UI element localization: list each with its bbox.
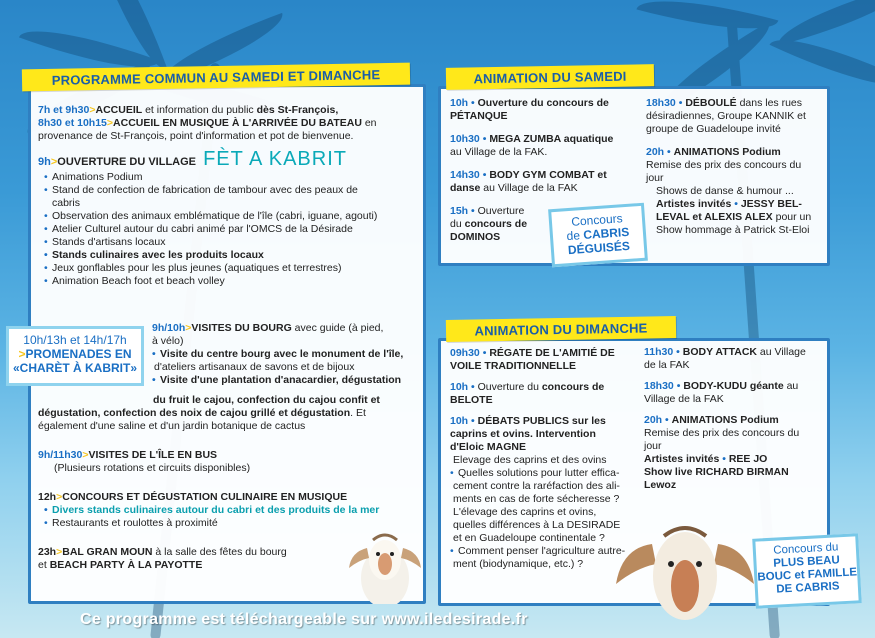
bourg-visits-continued: du fruit le cajou, confection du cajou confit et dégustation, confection des noix de cajou grillé et dégustation. Et également d'une saline et d'un jardin botanique de cactus 9h/11h30>VISITES DE L'ÎLE EN BUS (Plusieurs rotations et circuits disponibles) 12h>CONCOURS ET DÉGUSTATION CULINAIRE EN MUSIQUE • Divers stands culinaires autour du cabri et des produits de la mer • Restaurants et roulottes à proximité 23h>BAL GRAN MOUN à la salle des fêtes du bourg et BEACH PARTY À LA PAYOTTE [38, 394, 423, 572]
time-accueil: 7h et 9h30 [38, 104, 90, 116]
goat-head-illustration [612, 524, 758, 628]
sunday-title: ANIMATION DU DIMANCHE [446, 316, 676, 342]
cabris-deguises-callout: Concours de CABRIS DÉGUISÉS [548, 203, 648, 268]
sunday-right-column: 11h30 • BODY ATTACK au Village de la FAK 18h30 • BODY-KUDU géante au Village de la FAK 20h • ANIMATIONS Podium Remise des prix des concours du jour Artistes invités • REE JO Show live RICHARD BIRMAN Lewoz [644, 346, 806, 491]
sunday-left-column: 09h30 • RÉGATE DE L'AMITIÉ DE VOILE TRADITIONNELLE 10h • Ouverture du concours de BELOTE 10h • DÉBATS PUBLICS sur les caprins et ovins. Intervention d'Eloic MAGNE Elevage des caprins et des ovins • Quelles solutions pour lutter effica- cement contre la raréfaction des ali- ments en cas de forte sécheresse ? L'élevage des caprins et ovins, quelles différences à La DESIRADE et en Guadeloupe continentale ? • Comment penser l'agriculture autre- ment (biodynamique, etc.) ? [450, 347, 646, 571]
fet-a-kabrit-logo: FÈT A KABRIT [203, 148, 347, 170]
village-item: • Animation Beach foot et beach volley [44, 275, 423, 288]
bourg-visits: 9h/10h>VISITES DU BOURG avec guide (à pied, à vélo) • Visite du centre bourg avec le monument de l'île, d'ateliers artisanaux de savons et de bijoux • Visite d'une plantation d'anacardier, dégustation [152, 322, 422, 387]
village-item: • Stands d'artisans locaux [44, 236, 423, 249]
goat-illustration [345, 530, 425, 604]
promenade-callout: 10h/13h et 14h/17h >PROMENADES EN «CHARÈT À KABRIT» [6, 326, 144, 386]
common-program-text: 7h et 9h30>ACCUEIL et information du public dès St-François, 8h30 et 10h15>ACCUEIL EN MUSIQUE À L'ARRIVÉE DU BATEAU en provenance de St-François, point d'information et pot de bienvenue. 9h>OUVERTURE DU VILLAGE FÈT A KABRIT • Animations Podium • Stand de confection de fabrication de tambour avec des peaux de cabris • Observation des animaux emblématique de l'île (cabri, iguane, agouti) • Atelier Culturel autour du cabri animé par l'OMCS de la Désirade • Stands d'artisans locaux • Stands culinaires avec les produits locaux • Jeux gonflables pour les plus jeunes (aquatiques et terrestres) • Animation Beach foot et beach volley [38, 104, 423, 288]
saturday-right-column: 18h30 • DÉBOULÉ dans les rues désiradiennes, Groupe KANNIK et groupe de Guadeloupe invité 20h • ANIMATIONS Podium Remise des prix des concours du jour Shows de danse & humour ... Artistes invités • JESSY BEL- LEVAL et ALEXIS ALEX pour un Show hommage à Patrick St-Eloi [646, 97, 812, 236]
saturday-title: ANIMATION DU SAMEDI [446, 64, 654, 90]
village-item: • Stand de confection de fabrication de tambour avec des peaux de [44, 184, 423, 197]
village-item: • Jeux gonflables pour les plus jeunes (aquatiques et terrestres) [44, 262, 423, 275]
common-program-title: PROGRAMME COMMUN AU SAMEDI ET DIMANCHE [22, 63, 410, 92]
village-item: • Stands culinaires avec les produits locaux [44, 249, 423, 262]
village-item: • Observation des animaux emblématique de l'île (cabri, iguane, agouti) [44, 210, 423, 223]
village-item: • Atelier Culturel autour du cabri animé par l'OMCS de la Désirade [44, 223, 423, 236]
village-item: • Animations Podium [44, 171, 423, 184]
plus-beau-bouc-callout: Concours du PLUS BEAU BOUC et FAMILLE DE CABRIS [752, 533, 862, 608]
saturday-left-column: 10h • Ouverture du concours de PÉTANQUE 10h30 • MEGA ZUMBA aquatique au Village de la FAK. 14h30 • BODY GYM COMBAT et danse au Village de la FAK 15h • Ouverture du concours de DOMINOS [450, 97, 614, 243]
download-footer: Ce programme est téléchargeable sur www.iledesirade.fr [80, 611, 528, 628]
